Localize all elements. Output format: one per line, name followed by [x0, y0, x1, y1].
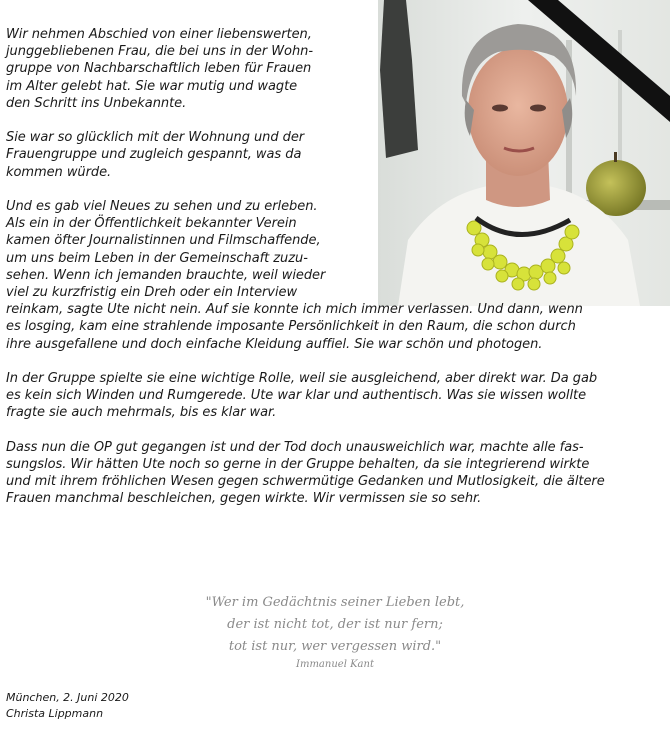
- text-line: Frauengruppe und zugleich gespannt, was da: [6, 147, 302, 163]
- text-line: sungslos. Wir hätten Ute noch so gerne in der Gruppe behalten, da sie integrierend wirkte: [6, 457, 590, 473]
- text-line: Als ein in der Öffentlichkeit bekannter Verein: [6, 216, 297, 232]
- quote-author: Immanuel Kant: [296, 659, 374, 670]
- text-line: um uns beim Leben in der Gemeinschaft zuzu-: [6, 250, 308, 266]
- text-line: fragte sie auch mehrmals, bis es klar war.: [6, 405, 277, 421]
- text-line: gruppe von Nachbarschaftlich leben für Frauen: [6, 61, 312, 77]
- memorial-quote: [150, 592, 520, 672]
- text-line: In der Gruppe spielte sie eine wichtige Rolle, weil sie ausgleichend, aber direkt war. Da gab: [6, 371, 598, 387]
- text-line: Dass nun die OP gut gegangen ist und der Tod doch unausweichlich war, machte alle fas-: [6, 439, 584, 455]
- paragraph-4: [6, 370, 666, 422]
- text-line: es losging, kam eine strahlende imposante Persönlichkeit in den Raum, die schon durch: [6, 319, 576, 335]
- text-line: viel zu kurzfristig ein Dreh oder ein Interview: [6, 285, 298, 301]
- quote-line: "Wer im Gedächtnis seiner Lieben lebt,: [205, 595, 465, 610]
- signoff-name: Christa Lippmann: [6, 707, 104, 720]
- text-line: Und es gab viel Neues zu sehen und zu erleben.: [6, 199, 318, 214]
- text-line: und mit ihrem fröhlichen Wesen gegen schwermütige Gedanken und Mutlosigkeit, die ältere: [6, 474, 605, 490]
- paragraph-1: [6, 26, 666, 112]
- text-line: Sie war so glücklich mit der Wohnung und der: [6, 130, 305, 146]
- text-line: es kein sich Winden und Rumgerede. Ute war klar und authentisch. Was sie wissen wollte: [6, 388, 587, 404]
- text-line: ihre ausgefallene und doch einfache Kleidung auffiel. Sie war schön und photogen.: [6, 336, 543, 352]
- text-line: reinkam, sagte Ute nicht nein. Auf sie konnte ich mich immer verlassen. Und dann, wenn: [6, 302, 583, 318]
- text-line: Wir nehmen Abschied von einer liebenswerten,: [6, 27, 312, 42]
- text-line: den Schritt ins Unbekannte.: [6, 95, 187, 111]
- quote-line: der ist nicht tot, der ist nur fern;: [227, 617, 443, 632]
- signoff: [6, 690, 129, 722]
- text-line: junggebliebenen Frau, die bei uns in der Wohn-: [6, 44, 313, 60]
- signoff-place-date: München, 2. Juni 2020: [6, 691, 129, 704]
- text-line: sehen. Wenn ich jemanden brauchte, weil wieder: [6, 267, 326, 283]
- text-line: Frauen manchmal beschleichen, gegen wirkte. Wir vermissen sie so sehr.: [6, 491, 482, 507]
- text-line: kommen würde.: [6, 164, 112, 180]
- obituary-text: [6, 26, 666, 525]
- paragraph-5: [6, 439, 666, 508]
- paragraph-2: [6, 129, 666, 181]
- quote-line: tot ist nur, wer vergessen wird.": [228, 639, 442, 654]
- text-line: im Alter gelebt hat. Sie war mutig und wagte: [6, 78, 298, 94]
- paragraph-3: [6, 198, 666, 353]
- text-line: kamen öfter Journalistinnen und Filmschaffende,: [6, 233, 321, 249]
